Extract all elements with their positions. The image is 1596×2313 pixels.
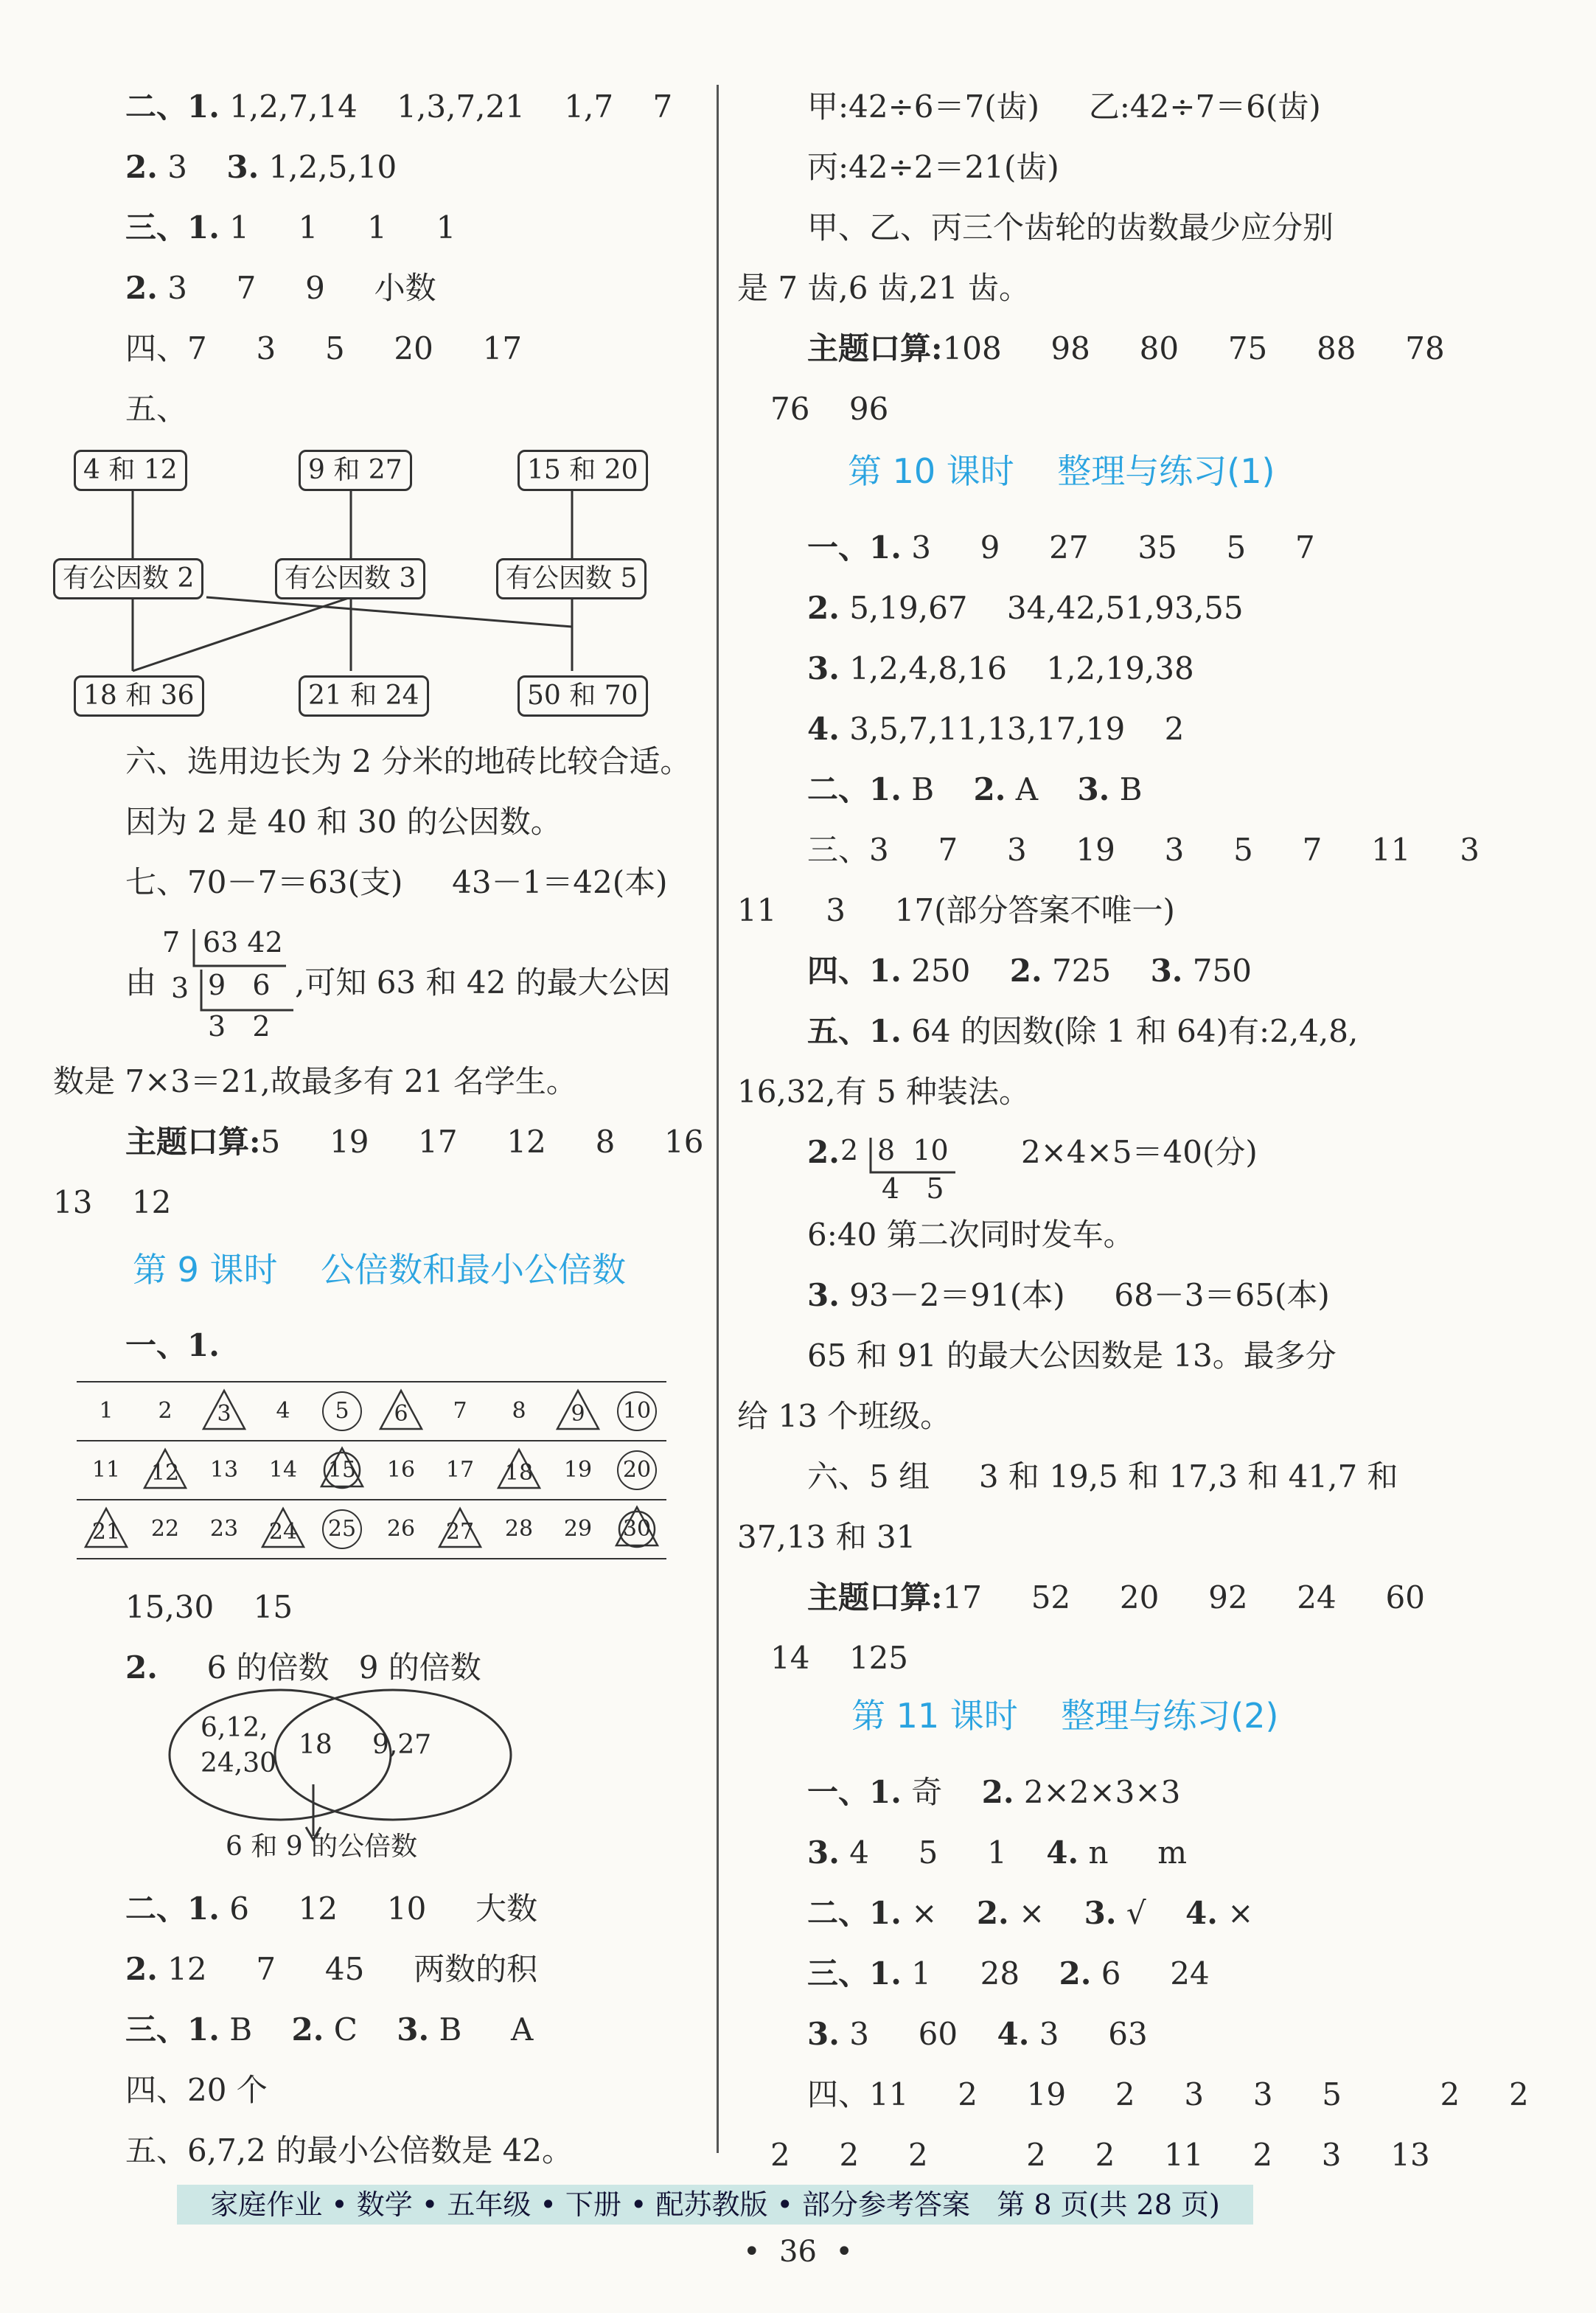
triangled-number — [495, 1447, 543, 1488]
answer-text: 3 63 — [1029, 2016, 1148, 2052]
grid-cell — [313, 1382, 372, 1441]
grid-number: 3 — [217, 1400, 231, 1427]
grid-number: 26 — [386, 1516, 416, 1542]
item-number: 3. — [807, 2016, 840, 2052]
answer-text: 由 — [125, 964, 157, 1001]
item-number: 五、1. — [807, 1013, 902, 1049]
division-brackets — [190, 925, 338, 1029]
right-line — [807, 590, 1244, 627]
item-number: 一、1. — [807, 1774, 902, 1810]
answer-text: 108 98 80 75 88 78 — [942, 330, 1445, 366]
answer-text: A — [1006, 771, 1078, 807]
triangled-number — [436, 1506, 484, 1547]
item-number: 三、1. — [807, 1955, 902, 1992]
answer-text: 12 7 45 两数的积 — [157, 1951, 538, 1987]
answer-text: 4 5 1 — [839, 1834, 1047, 1871]
answer-text: 六、选用边长为 2 分米的地砖比较合适。 — [125, 743, 691, 779]
grid-cell — [195, 1382, 254, 1441]
right-line — [807, 2076, 1529, 2113]
heading-lesson-9: 第 9 课时 公倍数和最小公倍数 — [133, 1250, 626, 1290]
item-number: 3. — [1150, 953, 1183, 989]
right-line — [737, 270, 1030, 307]
item-number: 2. — [125, 1649, 158, 1686]
grid-number: 27 — [445, 1518, 475, 1545]
item-number: 2. — [807, 1134, 840, 1170]
grid-cell — [313, 1500, 372, 1559]
venn-multiples-of-9: 9,27 — [372, 1730, 432, 1760]
grid-cell — [254, 1441, 313, 1500]
answer-text: 1,2,7,14 1,3,7,21 1,7 7 — [219, 88, 673, 125]
right-line — [807, 953, 1252, 989]
right-line — [807, 1217, 1135, 1253]
answer-text: 甲、乙、丙三个齿轮的齿数最少应分别 — [807, 209, 1334, 246]
column-divider — [717, 85, 719, 2153]
answer-text: 七、70－7＝63(支) 43－1＝42(本) — [125, 864, 668, 900]
answer-text: 五、6,7,2 的最小公倍数是 42。 — [125, 2132, 574, 2168]
answer-text: 15,30 15 — [125, 1589, 293, 1625]
right-line — [807, 1338, 1337, 1374]
answer-text: 3,5,7,11,13,17,19 2 — [839, 711, 1185, 747]
left-line — [125, 391, 187, 428]
left-line — [125, 209, 456, 246]
answer-text: B A — [429, 2011, 534, 2048]
answer-text: 14 125 — [770, 1640, 909, 1676]
triangled-number — [201, 1388, 248, 1429]
left-line — [125, 804, 562, 841]
short-division-row-1: 8 10 — [877, 1134, 949, 1166]
grid-cell — [372, 1382, 431, 1441]
right-line — [807, 1579, 1425, 1616]
grid-number: 21 — [91, 1518, 121, 1545]
grid-cell — [489, 1500, 548, 1559]
grid-cell — [607, 1382, 666, 1441]
pair-50-70: 50 和 70 — [518, 675, 648, 717]
grid-cell — [548, 1382, 607, 1441]
grid-cell — [431, 1441, 489, 1500]
grid-number: 8 — [512, 1398, 526, 1424]
answer-text: 2×4×5＝40(分) — [1021, 1134, 1258, 1170]
answer-text: 65 和 91 的最大公因数是 13。最多分 — [807, 1338, 1337, 1374]
pair-9-27: 9 和 27 — [299, 450, 412, 491]
triangled-number — [377, 1388, 425, 1429]
number-grid — [77, 1381, 666, 1559]
left-line — [53, 1063, 577, 1100]
triangled-number — [142, 1447, 189, 1488]
grid-cell — [254, 1500, 313, 1559]
answer-text: 3 7 9 小数 — [157, 270, 436, 306]
right-line — [807, 832, 1480, 869]
venn-common-multiple: 18 — [299, 1730, 332, 1760]
division-row-2: 9 6 — [208, 969, 271, 1001]
left-line — [125, 1327, 220, 1364]
item-number: 主题口算: — [807, 1579, 943, 1615]
answer-text: 五、 — [125, 391, 188, 427]
answer-text: 6 24 — [1091, 1955, 1210, 1992]
answer-text: 6 12 10 大数 — [219, 1891, 538, 1927]
right-line — [770, 2137, 1430, 2174]
left-line — [53, 1184, 171, 1221]
answer-text: 64 的因数(除 1 和 64)有:2,4,8, — [901, 1013, 1359, 1049]
left-line — [125, 1589, 293, 1626]
item-number: 3. — [807, 650, 840, 686]
answer-text: 甲:42÷6＝7(齿) 乙:42÷7＝6(齿) — [807, 88, 1321, 125]
triangled-number — [83, 1506, 130, 1547]
item-number: 2. — [976, 1895, 1009, 1931]
grid-cell — [431, 1382, 489, 1441]
grid-number: 15 — [327, 1456, 357, 1483]
circled-number: 5 — [322, 1391, 362, 1431]
left-line — [125, 964, 156, 1001]
circled-triangled-number — [613, 1504, 661, 1548]
answer-text: 76 96 — [770, 391, 889, 427]
circled-number: 10 — [617, 1391, 657, 1431]
answer-text: × — [1217, 1895, 1254, 1931]
answer-text: 11 3 17(部分答案不唯一) — [737, 892, 1175, 928]
item-number: 二、1. — [807, 771, 902, 807]
answer-text: 2 2 2 2 2 11 2 3 13 — [770, 2137, 1430, 2173]
grid-cell — [136, 1500, 195, 1559]
left-line — [125, 743, 691, 780]
answer-text: 3 — [157, 149, 227, 185]
item-number: 2. — [125, 1951, 158, 1987]
item-number: 2. — [1059, 1955, 1092, 1992]
page-number: • 36 • — [743, 2235, 853, 2269]
answer-text: C — [324, 2011, 397, 2048]
answer-text: 13 12 — [53, 1184, 172, 1220]
left-line — [125, 1124, 704, 1161]
pair-18-36: 18 和 36 — [74, 675, 204, 717]
division-row-1: 63 42 — [203, 926, 283, 959]
answer-text: 5 19 17 12 8 16 — [260, 1124, 704, 1160]
grid-number: 9 — [571, 1400, 585, 1427]
item-number: 3. — [1077, 771, 1110, 807]
answer-text: B — [219, 2011, 292, 2048]
answer-text: 三、3 7 3 19 3 5 7 11 3 — [807, 832, 1480, 868]
right-line — [807, 771, 1143, 808]
division-row-3: 3 2 — [208, 1010, 271, 1043]
short-division-row-2: 4 5 — [882, 1172, 944, 1205]
right-line — [737, 892, 1175, 929]
right-line — [807, 1277, 1330, 1314]
grid-number: 11 — [91, 1457, 121, 1483]
grid-number: 28 — [504, 1516, 534, 1542]
answer-text: 725 — [1042, 953, 1151, 989]
answer-text: 6 的倍数 9 的倍数 — [157, 1649, 481, 1686]
item-number: 2. — [125, 149, 158, 185]
left-line — [125, 270, 436, 307]
venn-multiples-of-6: 6,12, 24,30 — [201, 1713, 277, 1778]
item-number: 4. — [997, 2016, 1030, 2052]
right-line — [807, 1458, 1398, 1495]
grid-cell — [607, 1441, 666, 1500]
grid-number: 13 — [209, 1457, 239, 1483]
answer-text: 3 9 27 35 5 7 — [901, 529, 1315, 566]
answer-text: 2×2×3×3 — [1014, 1774, 1181, 1810]
answer-text: 四、11 2 19 2 3 3 5 2 2 — [807, 2076, 1529, 2112]
grid-cell — [136, 1382, 195, 1441]
answer-text: 因为 2 是 40 和 30 的公因数。 — [125, 804, 562, 840]
short-division-bracket — [867, 1134, 978, 1186]
answer-text: 四、20 个 — [125, 2072, 268, 2108]
grid-number: 1 — [99, 1398, 114, 1424]
answer-text: 六、5 组 3 和 19,5 和 17,3 和 41,7 和 — [807, 1458, 1398, 1495]
grid-cell — [489, 1441, 548, 1500]
heading-lesson-10: 第 10 课时 整理与练习(1) — [848, 451, 1275, 491]
left-line — [125, 864, 668, 901]
right-line — [807, 1955, 1210, 1992]
right-line — [807, 1013, 1358, 1050]
grid-cell — [195, 1500, 254, 1559]
item-number: 3. — [1084, 1895, 1117, 1931]
right-line — [807, 1895, 1253, 1932]
answer-text: n m — [1078, 1834, 1188, 1871]
left-line — [125, 88, 672, 125]
triangled-number — [554, 1388, 602, 1429]
pair-21-24: 21 和 24 — [299, 675, 429, 717]
division-divisor-3: 3 — [171, 972, 189, 1004]
right-line — [807, 2016, 1148, 2053]
right-line — [807, 711, 1184, 748]
item-number: 4. — [1185, 1895, 1218, 1931]
grid-number: 22 — [150, 1516, 180, 1542]
answer-text: 是 7 齿,6 齿,21 齿。 — [737, 270, 1030, 306]
grid-cell — [548, 1500, 607, 1559]
factor-3-box: 有公因数 3 — [275, 558, 425, 599]
right-line — [807, 149, 1059, 186]
answer-text: 750 — [1182, 953, 1252, 989]
left-line — [125, 2132, 573, 2169]
heading-lesson-11: 第 11 课时 整理与练习(2) — [851, 1696, 1279, 1736]
item-number: 四、1. — [807, 953, 902, 989]
item-number: 二、1. — [125, 88, 220, 125]
item-number: 一、1. — [125, 1327, 220, 1363]
grid-number: 4 — [276, 1398, 290, 1424]
grid-number: 24 — [268, 1518, 298, 1545]
grid-number: 14 — [268, 1457, 298, 1483]
answer-text: B — [901, 771, 974, 807]
answer-text: 给 13 个班级。 — [737, 1398, 952, 1434]
right-line — [807, 88, 1321, 125]
left-line — [125, 2011, 533, 2048]
pair-4-12: 4 和 12 — [74, 450, 187, 491]
right-line — [807, 1834, 1187, 1871]
grid-number: 2 — [158, 1398, 173, 1424]
grid-number: 29 — [563, 1516, 593, 1542]
factor-5-box: 有公因数 5 — [496, 558, 647, 599]
grid-number: 17 — [445, 1457, 475, 1483]
grid-number: 6 — [394, 1400, 408, 1427]
answer-text: 数是 7×3＝21,故最多有 21 名学生。 — [53, 1063, 577, 1099]
answer-text: B — [1109, 771, 1143, 807]
item-number: 2. — [125, 270, 158, 306]
grid-cell — [372, 1500, 431, 1559]
item-number: 4. — [807, 711, 840, 747]
circled-number: 25 — [322, 1509, 362, 1549]
grid-cell — [431, 1500, 489, 1559]
item-number: 3. — [807, 1277, 840, 1313]
grid-cell — [313, 1441, 372, 1500]
grid-cell — [607, 1500, 666, 1559]
grid-number: 30 — [622, 1515, 652, 1542]
right-line — [807, 209, 1334, 246]
answer-text: ,可知 63 和 42 的最大公因 — [295, 964, 671, 1001]
right-line — [807, 330, 1445, 367]
circled-number: 20 — [617, 1450, 657, 1490]
answer-text: 奇 — [901, 1774, 982, 1810]
answer-text: 250 — [901, 953, 1010, 989]
division-divisor-7: 7 — [162, 926, 181, 959]
answer-text: √ — [1116, 1895, 1185, 1931]
grid-number: 7 — [453, 1398, 467, 1424]
answer-text: 四、7 3 5 20 17 — [125, 330, 523, 366]
answer-text: 16,32,有 5 种装法。 — [737, 1074, 1031, 1110]
answer-text: 1,2,4,8,16 1,2,19,38 — [839, 650, 1194, 686]
right-line — [807, 529, 1315, 566]
left-line — [125, 149, 397, 186]
answer-text: × — [1008, 1895, 1084, 1931]
right-line — [737, 1398, 951, 1435]
pair-15-20: 15 和 20 — [518, 450, 648, 491]
item-number: 一、1. — [807, 529, 902, 566]
grid-cell — [77, 1500, 136, 1559]
right-line — [1021, 1134, 1258, 1171]
grid-number: 18 — [504, 1459, 534, 1486]
item-number: 2. — [807, 590, 840, 626]
answer-text: × — [901, 1895, 977, 1931]
answer-text: 93－2＝91(本) 68－3＝65(本) — [839, 1277, 1330, 1313]
item-number: 二、1. — [125, 1891, 220, 1927]
factor-2-box: 有公因数 2 — [53, 558, 203, 599]
grid-cell — [136, 1441, 195, 1500]
item-number: 2. — [973, 771, 1006, 807]
right-line — [770, 1640, 908, 1677]
grid-cell — [548, 1441, 607, 1500]
answer-text: 37,13 和 31 — [737, 1519, 916, 1555]
venn-caption: 6 和 9 的公倍数 — [226, 1832, 418, 1862]
item-number: 3. — [226, 149, 259, 185]
answer-text: 3 60 — [839, 2016, 997, 2052]
left-line — [125, 330, 522, 367]
right-line — [770, 391, 888, 428]
item-number: 3. — [807, 1834, 840, 1871]
item-number: 主题口算: — [125, 1124, 261, 1160]
grid-number: 12 — [150, 1459, 180, 1486]
right-line — [737, 1074, 1030, 1110]
footer-bar: 家庭作业 • 数学 • 五年级 • 下册 • 配苏教版 • 部分参考答案 第 8 页(共 28 页) — [177, 2185, 1253, 2225]
left-line — [125, 1951, 537, 1988]
item-number: 三、1. — [125, 209, 220, 246]
circled-triangled-number — [318, 1445, 366, 1489]
answer-text: 17 52 20 92 24 60 — [942, 1579, 1425, 1615]
grid-number: 23 — [209, 1516, 239, 1542]
grid-cell — [77, 1441, 136, 1500]
grid-number: 19 — [563, 1457, 593, 1483]
item-number: 2. — [1009, 953, 1042, 989]
triangled-number — [259, 1506, 307, 1547]
grid-cell — [254, 1382, 313, 1441]
left-line — [295, 964, 671, 1001]
right-line — [737, 1519, 916, 1556]
short-division-divisor: 2 — [840, 1134, 859, 1166]
item-number: 2. — [981, 1774, 1014, 1810]
grid-cell — [489, 1382, 548, 1441]
item-number: 3. — [397, 2011, 430, 2048]
item-number: 二、1. — [807, 1895, 902, 1931]
grid-number: 16 — [386, 1457, 416, 1483]
left-line — [125, 1891, 537, 1927]
answer-text: 6:40 第二次同时发车。 — [807, 1217, 1135, 1253]
item-number: 4. — [1046, 1834, 1079, 1871]
answer-text: 5,19,67 34,42,51,93,55 — [839, 590, 1244, 626]
item-number: 2. — [291, 2011, 324, 2048]
grid-cell — [372, 1441, 431, 1500]
grid-cell — [77, 1382, 136, 1441]
right-line — [807, 1774, 1180, 1811]
grid-cell — [195, 1441, 254, 1500]
answer-text: 1,2,5,10 — [259, 149, 397, 185]
right-line — [807, 1134, 840, 1171]
answer-text: 丙:42÷2＝21(齿) — [807, 149, 1059, 185]
right-line — [807, 650, 1194, 687]
answer-text: 1 1 1 1 — [219, 209, 456, 246]
item-number: 三、1. — [125, 2011, 220, 2048]
answer-text: 1 28 — [901, 1955, 1059, 1992]
item-number: 主题口算: — [807, 330, 943, 366]
left-line — [125, 2072, 268, 2109]
